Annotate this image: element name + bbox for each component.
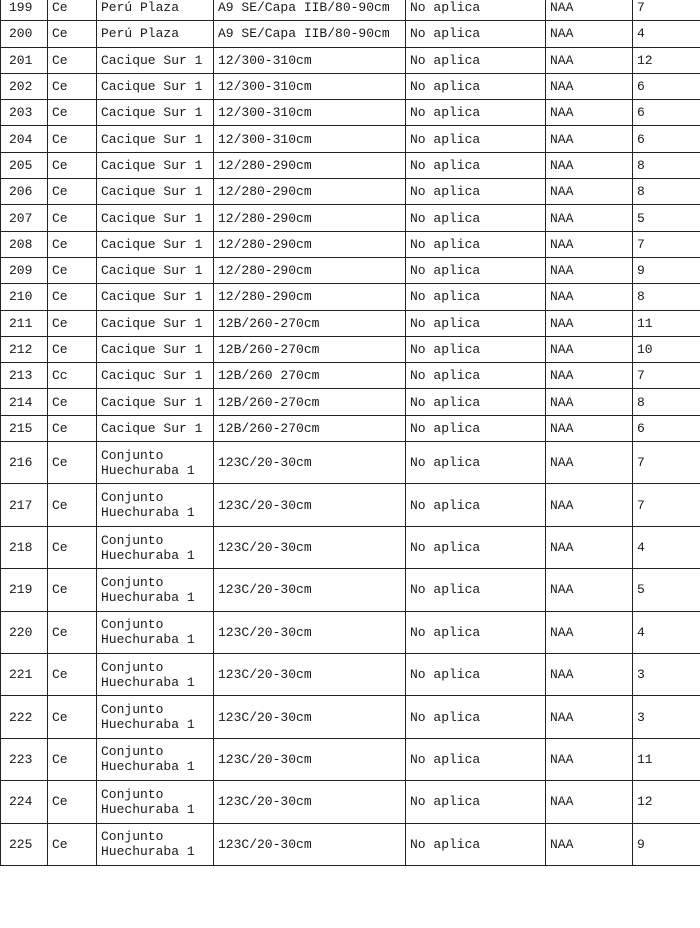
cell-class: NAA bbox=[546, 823, 633, 865]
cell-note: No aplica bbox=[406, 152, 546, 178]
cell-context: 12/280-290cm bbox=[214, 152, 406, 178]
cell-class: NAA bbox=[546, 310, 633, 336]
cell-context: 12/300-310cm bbox=[214, 126, 406, 152]
cell-site: Cacique Sur 1 bbox=[97, 257, 214, 283]
table-row bbox=[1, 696, 700, 738]
cell-code: Ce bbox=[48, 126, 97, 152]
cell-context: 123C/20-30cm bbox=[214, 526, 406, 568]
cell-number: 201 bbox=[1, 47, 48, 73]
table-row bbox=[1, 73, 700, 99]
cell-class: NAA bbox=[546, 179, 633, 205]
table-row bbox=[1, 654, 700, 696]
cell-class: NAA bbox=[546, 152, 633, 178]
cell-note: No aplica bbox=[406, 284, 546, 310]
cell-count: 4 bbox=[633, 611, 700, 653]
cell-count: 8 bbox=[633, 152, 700, 178]
cell-note: No aplica bbox=[406, 654, 546, 696]
cell-site: Cacique Sur 1 bbox=[97, 205, 214, 231]
cell-count: 11 bbox=[633, 738, 700, 780]
cell-code: Ce bbox=[48, 415, 97, 441]
cell-context: 123C/20-30cm bbox=[214, 611, 406, 653]
cell-note: No aplica bbox=[406, 823, 546, 865]
cell-site: Cacique Sur 1 bbox=[97, 284, 214, 310]
cell-number: 210 bbox=[1, 284, 48, 310]
cell-class: NAA bbox=[546, 738, 633, 780]
cell-class: NAA bbox=[546, 21, 633, 47]
table-row bbox=[1, 231, 700, 257]
cell-site: Conjunto Huechuraba 1 bbox=[97, 526, 214, 568]
cell-note: No aplica bbox=[406, 696, 546, 738]
cell-code: Ce bbox=[48, 823, 97, 865]
cell-class: NAA bbox=[546, 47, 633, 73]
cell-class: NAA bbox=[546, 696, 633, 738]
cell-code: Ce bbox=[48, 47, 97, 73]
cell-note: No aplica bbox=[406, 526, 546, 568]
cell-code: Ce bbox=[48, 654, 97, 696]
cell-code: Ce bbox=[48, 526, 97, 568]
cell-count: 4 bbox=[633, 21, 700, 47]
cell-count: 8 bbox=[633, 389, 700, 415]
cell-code: Ce bbox=[48, 205, 97, 231]
cell-class: NAA bbox=[546, 205, 633, 231]
cell-code: Ce bbox=[48, 21, 97, 47]
table-row bbox=[1, 781, 700, 823]
cell-number: 208 bbox=[1, 231, 48, 257]
cell-context: 12/280-290cm bbox=[214, 179, 406, 205]
cell-context: 12B/260-270cm bbox=[214, 389, 406, 415]
table-row bbox=[1, 21, 700, 47]
cell-context: 123C/20-30cm bbox=[214, 442, 406, 484]
cell-count: 9 bbox=[633, 823, 700, 865]
cell-number: 204 bbox=[1, 126, 48, 152]
cell-code: Ce bbox=[48, 569, 97, 611]
cell-context: 123C/20-30cm bbox=[214, 823, 406, 865]
cell-number: 202 bbox=[1, 73, 48, 99]
cell-note: No aplica bbox=[406, 100, 546, 126]
cell-count: 6 bbox=[633, 415, 700, 441]
cell-note: No aplica bbox=[406, 569, 546, 611]
cell-number: 203 bbox=[1, 100, 48, 126]
cell-count: 12 bbox=[633, 47, 700, 73]
table-row bbox=[1, 823, 700, 865]
table-row bbox=[1, 415, 700, 441]
cell-site: Conjunto Huechuraba 1 bbox=[97, 569, 214, 611]
cell-count: 4 bbox=[633, 526, 700, 568]
cell-note: No aplica bbox=[406, 336, 546, 362]
cell-code: Ce bbox=[48, 310, 97, 336]
cell-site: Cacique Sur 1 bbox=[97, 47, 214, 73]
cell-context: 12/300-310cm bbox=[214, 73, 406, 99]
cell-note: No aplica bbox=[406, 363, 546, 389]
cell-number: 207 bbox=[1, 205, 48, 231]
cell-number: 212 bbox=[1, 336, 48, 362]
cell-context: 12/300-310cm bbox=[214, 100, 406, 126]
cell-note: No aplica bbox=[406, 47, 546, 73]
cell-count: 10 bbox=[633, 336, 700, 362]
cell-site: Cacique Sur 1 bbox=[97, 310, 214, 336]
cell-count: 6 bbox=[633, 100, 700, 126]
cell-class: NAA bbox=[546, 73, 633, 99]
cell-class: NAA bbox=[546, 415, 633, 441]
cell-number: 205 bbox=[1, 152, 48, 178]
cell-class: NAA bbox=[546, 0, 633, 21]
cell-class: NAA bbox=[546, 126, 633, 152]
cell-site: Conjunto Huechuraba 1 bbox=[97, 654, 214, 696]
cell-note: No aplica bbox=[406, 21, 546, 47]
table-row bbox=[1, 284, 700, 310]
table-row bbox=[1, 363, 700, 389]
cell-site: Cacique Sur 1 bbox=[97, 389, 214, 415]
cell-count: 6 bbox=[633, 73, 700, 99]
table-row bbox=[1, 738, 700, 780]
cell-site: Cacique Sur 1 bbox=[97, 73, 214, 99]
cell-count: 5 bbox=[633, 569, 700, 611]
table-body bbox=[1, 0, 700, 865]
cell-site: Conjunto Huechuraba 1 bbox=[97, 611, 214, 653]
cell-context: 12B/260-270cm bbox=[214, 415, 406, 441]
cell-number: 218 bbox=[1, 526, 48, 568]
cell-number: 206 bbox=[1, 179, 48, 205]
cell-class: NAA bbox=[546, 389, 633, 415]
table-row bbox=[1, 47, 700, 73]
cell-number: 217 bbox=[1, 484, 48, 526]
cell-code: Ce bbox=[48, 611, 97, 653]
cell-note: No aplica bbox=[406, 0, 546, 21]
cell-context: 123C/20-30cm bbox=[214, 484, 406, 526]
cell-note: No aplica bbox=[406, 231, 546, 257]
cell-count: 3 bbox=[633, 654, 700, 696]
cell-site: Conjunto Huechuraba 1 bbox=[97, 696, 214, 738]
cell-site: Cacique Sur 1 bbox=[97, 415, 214, 441]
cell-count: 3 bbox=[633, 696, 700, 738]
cell-site: Conjunto Huechuraba 1 bbox=[97, 781, 214, 823]
cell-site: Perú Plaza bbox=[97, 0, 214, 21]
cell-number: 215 bbox=[1, 415, 48, 441]
cell-note: No aplica bbox=[406, 205, 546, 231]
cell-context: 12/300-310cm bbox=[214, 47, 406, 73]
cell-number: 219 bbox=[1, 569, 48, 611]
table-row bbox=[1, 310, 700, 336]
cell-site: Cacique Sur 1 bbox=[97, 336, 214, 362]
cell-note: No aplica bbox=[406, 781, 546, 823]
cell-class: NAA bbox=[546, 442, 633, 484]
table-row bbox=[1, 257, 700, 283]
cell-site: Cacique Sur 1 bbox=[97, 179, 214, 205]
cell-site: Cacique Sur 1 bbox=[97, 126, 214, 152]
cell-context: 12B/260-270cm bbox=[214, 310, 406, 336]
table-row bbox=[1, 205, 700, 231]
cell-class: NAA bbox=[546, 611, 633, 653]
cell-note: No aplica bbox=[406, 310, 546, 336]
cell-count: 5 bbox=[633, 205, 700, 231]
table-row bbox=[1, 126, 700, 152]
cell-code: Ce bbox=[48, 73, 97, 99]
cell-class: NAA bbox=[546, 257, 633, 283]
cell-code: Ce bbox=[48, 284, 97, 310]
cell-code: Ce bbox=[48, 179, 97, 205]
cell-context: 123C/20-30cm bbox=[214, 569, 406, 611]
cell-number: 222 bbox=[1, 696, 48, 738]
cell-count: 7 bbox=[633, 442, 700, 484]
cell-context: 12/280-290cm bbox=[214, 284, 406, 310]
cell-note: No aplica bbox=[406, 179, 546, 205]
cell-code: Ce bbox=[48, 100, 97, 126]
cell-context: 12/280-290cm bbox=[214, 257, 406, 283]
cell-context: A9 SE/Capa IIB/80-90cm bbox=[214, 0, 406, 21]
cell-code: Ce bbox=[48, 152, 97, 178]
cell-context: 123C/20-30cm bbox=[214, 654, 406, 696]
cell-count: 9 bbox=[633, 257, 700, 283]
cell-class: NAA bbox=[546, 654, 633, 696]
cell-context: 12B/260-270cm bbox=[214, 336, 406, 362]
cell-class: NAA bbox=[546, 336, 633, 362]
table-row bbox=[1, 526, 700, 568]
cell-class: NAA bbox=[546, 569, 633, 611]
cell-count: 8 bbox=[633, 284, 700, 310]
cell-number: 225 bbox=[1, 823, 48, 865]
cell-class: NAA bbox=[546, 284, 633, 310]
cell-code: Ce bbox=[48, 484, 97, 526]
cell-number: 214 bbox=[1, 389, 48, 415]
cell-note: No aplica bbox=[406, 611, 546, 653]
table-row bbox=[1, 152, 700, 178]
cell-note: No aplica bbox=[406, 73, 546, 99]
table-row bbox=[1, 569, 700, 611]
cell-code: Ce bbox=[48, 738, 97, 780]
cell-site: Cacique Sur 1 bbox=[97, 100, 214, 126]
cell-number: 211 bbox=[1, 310, 48, 336]
cell-site: Conjunto Huechuraba 1 bbox=[97, 484, 214, 526]
cell-code: Ce bbox=[48, 257, 97, 283]
table-row bbox=[1, 100, 700, 126]
cell-site: Conjunto Huechuraba 1 bbox=[97, 442, 214, 484]
cell-class: NAA bbox=[546, 231, 633, 257]
cell-code: Cc bbox=[48, 363, 97, 389]
cell-note: No aplica bbox=[406, 442, 546, 484]
table-row bbox=[1, 389, 700, 415]
cell-count: 12 bbox=[633, 781, 700, 823]
cell-class: NAA bbox=[546, 363, 633, 389]
cell-note: No aplica bbox=[406, 257, 546, 283]
cell-count: 7 bbox=[633, 231, 700, 257]
table-row bbox=[1, 484, 700, 526]
cell-number: 223 bbox=[1, 738, 48, 780]
cell-context: A9 SE/Capa IIB/80-90cm bbox=[214, 21, 406, 47]
cell-site: Cacique Sur 1 bbox=[97, 231, 214, 257]
cell-code: Ce bbox=[48, 442, 97, 484]
cell-code: Ce bbox=[48, 336, 97, 362]
table-row bbox=[1, 442, 700, 484]
cell-context: 123C/20-30cm bbox=[214, 781, 406, 823]
cell-class: NAA bbox=[546, 526, 633, 568]
table-row bbox=[1, 336, 700, 362]
cell-context: 12/280-290cm bbox=[214, 205, 406, 231]
cell-site: Conjunto Huechuraba 1 bbox=[97, 823, 214, 865]
cell-code: Ce bbox=[48, 389, 97, 415]
table-row bbox=[1, 0, 700, 21]
cell-note: No aplica bbox=[406, 415, 546, 441]
cell-count: 6 bbox=[633, 126, 700, 152]
cell-site: Conjunto Huechuraba 1 bbox=[97, 738, 214, 780]
cell-code: Ce bbox=[48, 0, 97, 21]
cell-number: 216 bbox=[1, 442, 48, 484]
cell-class: NAA bbox=[546, 781, 633, 823]
cell-code: Ce bbox=[48, 231, 97, 257]
cell-code: Ce bbox=[48, 696, 97, 738]
cell-number: 213 bbox=[1, 363, 48, 389]
cell-note: No aplica bbox=[406, 484, 546, 526]
cell-number: 199 bbox=[1, 0, 48, 21]
cell-count: 11 bbox=[633, 310, 700, 336]
cell-note: No aplica bbox=[406, 389, 546, 415]
cell-count: 8 bbox=[633, 179, 700, 205]
table-row bbox=[1, 179, 700, 205]
cell-number: 221 bbox=[1, 654, 48, 696]
table-row bbox=[1, 611, 700, 653]
cell-count: 7 bbox=[633, 363, 700, 389]
cell-note: No aplica bbox=[406, 126, 546, 152]
cell-context: 123C/20-30cm bbox=[214, 738, 406, 780]
cell-count: 7 bbox=[633, 0, 700, 21]
cell-context: 12/280-290cm bbox=[214, 231, 406, 257]
cell-code: Ce bbox=[48, 781, 97, 823]
cell-class: NAA bbox=[546, 484, 633, 526]
cell-number: 224 bbox=[1, 781, 48, 823]
cell-class: NAA bbox=[546, 100, 633, 126]
cell-site: Caciquc Sur 1 bbox=[97, 363, 214, 389]
cell-site: Cacique Sur 1 bbox=[97, 152, 214, 178]
cell-context: 123C/20-30cm bbox=[214, 696, 406, 738]
cell-count: 7 bbox=[633, 484, 700, 526]
cell-note: No aplica bbox=[406, 738, 546, 780]
cell-number: 209 bbox=[1, 257, 48, 283]
cell-context: 12B/260 270cm bbox=[214, 363, 406, 389]
cell-number: 220 bbox=[1, 611, 48, 653]
cell-number: 200 bbox=[1, 21, 48, 47]
cell-site: Perú Plaza bbox=[97, 21, 214, 47]
